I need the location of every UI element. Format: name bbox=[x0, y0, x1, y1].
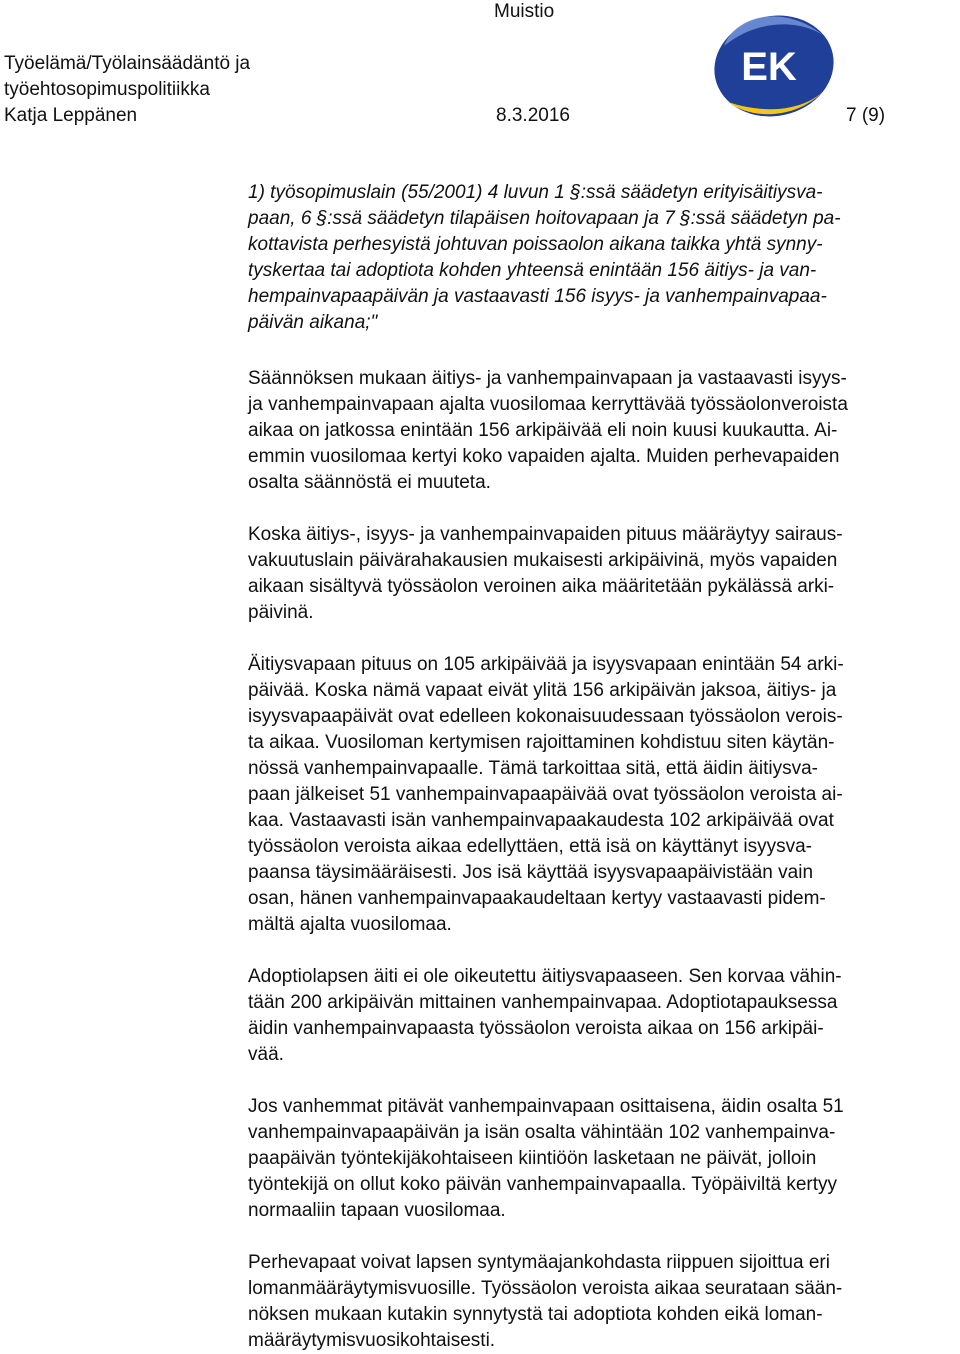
paragraph-line: osalta säännöstä ei muuteta. bbox=[248, 472, 491, 493]
paragraph-line: päivän aikana;" bbox=[248, 312, 378, 333]
paragraph-line: paapäivän työntekijäkohtaiseen kiintiöön lasketaan ne päivät, jolloin bbox=[248, 1148, 817, 1169]
paragraph-line: 1) työsopimuslain (55/2001) 4 luvun 1 §:ssä säädetyn erityisäitiysva- bbox=[248, 182, 823, 203]
author-name: Katja Leppänen bbox=[4, 105, 138, 126]
paragraph-line: paansa täysimääräisesti. Jos isä käyttää isyysvapaapäivistään vain bbox=[248, 862, 814, 883]
paragraph-line: lomanmääräytymisvuosille. Työssäolon veroista aikaa seurataan sään- bbox=[248, 1278, 843, 1299]
department-line-1: Työelämä/Työlainsäädäntö ja bbox=[4, 53, 251, 74]
paragraph-line: mältä ajalta vuosilomaa. bbox=[248, 914, 452, 935]
paragraph-line: ta aikaa. Vuosiloman kertymisen rajoittaminen kohdistuu siten käytän- bbox=[248, 732, 835, 753]
paragraph-line: vää. bbox=[248, 1044, 284, 1065]
paragraph-line: osan, hänen vanhempainvapaakaudeltaan kertyy vastaavasti pidem- bbox=[248, 888, 826, 909]
paragraph-line: emmin vuosilomaa kertyi koko vapaiden ajalta. Muiden perhevapaiden bbox=[248, 446, 840, 467]
paragraph-line: isyysvapaapäivät ovat edelleen kokonaisuudessaan työssäolon verois- bbox=[248, 706, 843, 727]
paragraph-line: kottavista perhesyistä johtuvan poissaolon aikana taikka yhtä synny- bbox=[248, 234, 823, 255]
body-paragraph bbox=[248, 964, 842, 1068]
paragraph-line: hempainvapaapäivän ja vastaavasti 156 isyys- ja vanhempainvapaa- bbox=[248, 286, 827, 307]
paragraph-line: Jos vanhemmat pitävät vanhempainvapaan osittaisena, äidin osalta 51 bbox=[248, 1096, 844, 1117]
paragraph-line: Perhevapaat voivat lapsen syntymäajankohdasta riippuen sijoittua eri bbox=[248, 1252, 830, 1273]
ek-logo bbox=[706, 6, 838, 120]
paragraph-line: paan jälkeiset 51 vanhempainvapaapäivää ovat työssäolon veroista ai- bbox=[248, 784, 843, 805]
paragraph-line: normaaliin tapaan vuosilomaa. bbox=[248, 1200, 506, 1221]
svg-text:EK: EK bbox=[741, 45, 797, 89]
body-paragraph bbox=[248, 366, 848, 496]
page-number: 7 (9) bbox=[846, 105, 886, 126]
paragraph-line: Äitiysvapaan pituus on 105 arkipäivää ja isyysvapaan enintään 54 arki- bbox=[248, 654, 844, 675]
paragraph-line: päivinä. bbox=[248, 602, 314, 623]
paragraph-line: ja vanhempainvapaan ajalta vuosilomaa kerryttävää työssäolonveroista bbox=[248, 394, 848, 415]
paragraph-line: nöksen mukaan kutakin synnytystä tai adoptiota kohden eikä loman- bbox=[248, 1304, 823, 1325]
body-paragraph bbox=[248, 652, 844, 938]
paragraph-line: tään 200 arkipäivän mittainen vanhempainvapaa. Adoptiotapauksessa bbox=[248, 992, 838, 1013]
document-date: 8.3.2016 bbox=[496, 105, 570, 126]
paragraph-line: vanhempainvapaapäivän ja isän osalta vähintään 102 vanhempainva- bbox=[248, 1122, 836, 1143]
body-paragraph bbox=[248, 1094, 844, 1224]
paragraph-line: työntekijä on ollut koko päivän vanhempainvapaalla. Työpäiviltä kertyy bbox=[248, 1174, 837, 1195]
body-paragraph bbox=[248, 522, 843, 626]
paragraph-line: aikaan sisältyvä työssäolon veroinen aika määritetään pykälässä arki- bbox=[248, 576, 835, 597]
paragraph-line: Adoptiolapsen äiti ei ole oikeutettu äitiysvapaaseen. Sen korvaa vähin- bbox=[248, 966, 842, 987]
paragraph-line: Säännöksen mukaan äitiys- ja vanhempainvapaan ja vastaavasti isyys- bbox=[248, 368, 847, 389]
paragraph-line: aikaa on jatkossa enintään 156 arkipäivää eli noin kuusi kuukautta. Ai- bbox=[248, 420, 838, 441]
paragraph-line: äidin vanhempainvapaasta työssäolon veroista aikaa on 156 arkipäi- bbox=[248, 1018, 824, 1039]
paragraph-line: työssäolon veroista aikaa edellyttäen, että isä on käyttänyt isyysva- bbox=[248, 836, 812, 857]
department-line-2: työehtosopimuspolitiikka bbox=[4, 79, 210, 100]
paragraph-line: päivää. Koska nämä vapaat eivät ylitä 156 arkipäivän jaksoa, äitiys- ja bbox=[248, 680, 837, 701]
body-paragraph bbox=[248, 1250, 842, 1354]
paragraph-line: tyskertaa tai adoptiota kohden yhteensä enintään 156 äitiys- ja van- bbox=[248, 260, 817, 281]
document-type: Muistio bbox=[494, 1, 555, 22]
paragraph-line: paan, 6 §:ssä säädetyn tilapäisen hoitovapaan ja 7 §:ssä säädetyn pa- bbox=[248, 208, 841, 229]
paragraph-line: kaa. Vastaavasti isän vanhempainvapaakaudesta 102 arkipäivää ovat bbox=[248, 810, 834, 831]
paragraph-line: määräytymisvuosikohtaisesti. bbox=[248, 1330, 496, 1351]
paragraph-line: Koska äitiys-, isyys- ja vanhempainvapaiden pituus määräytyy sairaus- bbox=[248, 524, 843, 545]
quoted-law-paragraph bbox=[248, 180, 841, 336]
paragraph-line: nössä vanhempainvapaalle. Tämä tarkoittaa sitä, että äidin äitiysva- bbox=[248, 758, 818, 779]
paragraph-line: vakuutuslain päivärahakausien mukaisesti arkipäivinä, myös vapaiden bbox=[248, 550, 838, 571]
